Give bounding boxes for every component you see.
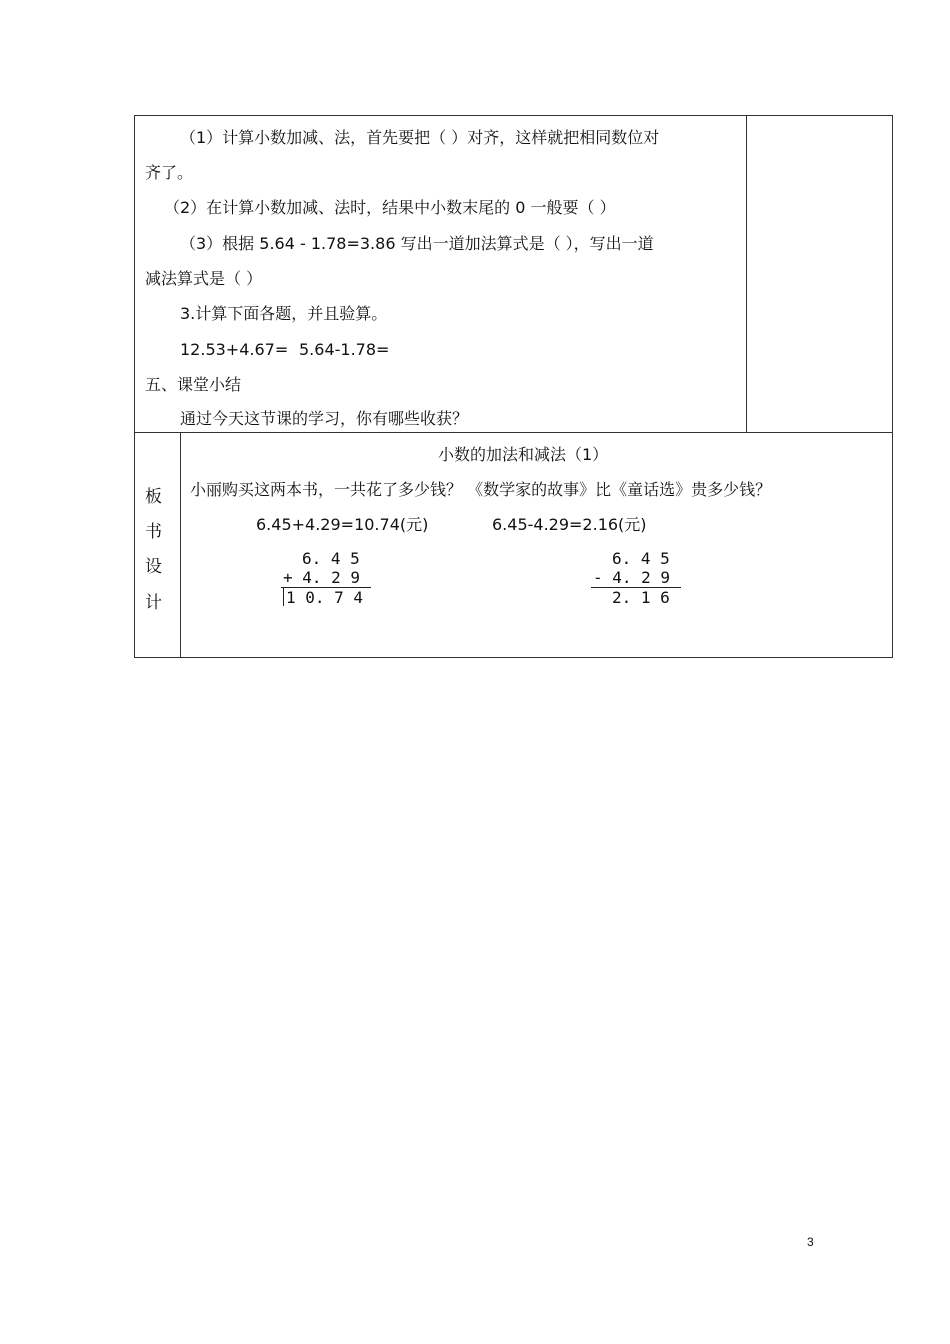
lesson-table <box>134 115 893 658</box>
addition-equation: 6.45+4.29=10.74(元) <box>256 515 429 534</box>
subtraction-equation: 6.45-4.29=2.16(元) <box>492 515 647 534</box>
calc-exercise-1: 12.53+4.67= <box>180 340 289 359</box>
question-3-line-1: （3）根据 5.64 - 1.78=3.86 写出一道加法算式是（ ），写出一道 <box>180 234 654 253</box>
board-question: 小丽购买这两本书，一共花了多少钱？ 《数学家的故事》比《童话选》贵多少钱？ <box>190 480 772 499</box>
question-1-line-2: 齐了。 <box>145 163 194 182</box>
addition-left-bar <box>283 588 284 606</box>
addition-vertical-top: 6. 4 5 <box>302 549 360 568</box>
subtraction-vertical-top: 6. 4 5 <box>612 549 670 568</box>
board-design-label-char-2: 书 <box>145 522 162 542</box>
section-divider <box>134 432 893 433</box>
question-1-line-1: （1）计算小数加减、法，首先要把（ ）对齐，这样就把相同数位对 <box>180 128 660 147</box>
subtraction-vertical-operand: - 4. 2 9 <box>593 568 671 587</box>
calc-exercise-2: 5.64-1.78= <box>299 340 390 359</box>
addition-vertical-operand: + 4. 2 9 <box>283 568 361 587</box>
summary-question: 通过今天这节课的学习，你有哪些收获？ <box>180 409 469 428</box>
subtraction-vertical-result: 2. 1 6 <box>612 588 670 607</box>
question-3-line-2: 减法算式是（ ） <box>145 269 263 288</box>
task-3-instruction: 3.计算下面各题，并且验算。 <box>180 304 388 323</box>
board-design-label-char-1: 板 <box>145 487 162 507</box>
board-design-label-char-4: 计 <box>145 593 162 613</box>
upper-right-column-divider <box>746 115 747 432</box>
section-5-title: 五、课堂小结 <box>145 375 242 394</box>
page-number: 3 <box>807 1235 814 1249</box>
board-label-divider <box>180 432 181 658</box>
addition-vertical-result: 1 0. 7 4 <box>286 588 364 607</box>
question-2: （2）在计算小数加减、法时，结果中小数末尾的 0 一般要（ ） <box>164 198 616 217</box>
board-design-label-char-3: 设 <box>145 557 162 577</box>
board-title: 小数的加法和减法（1） <box>438 445 609 464</box>
